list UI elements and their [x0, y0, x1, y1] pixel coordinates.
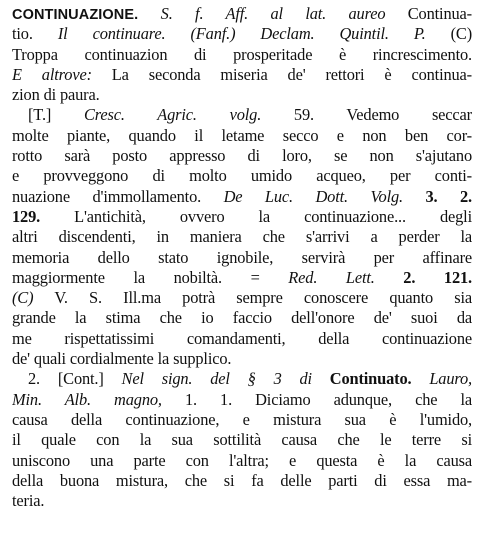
text-segment: Troppa continuazion di prosperitade è rincrescimento. — [12, 44, 472, 64]
entry-line — [12, 187, 472, 207]
entry-line — [12, 268, 472, 288]
text-segment: uniscono una parte con l'altra; e questa è la causa — [12, 450, 472, 470]
entry-line — [12, 430, 472, 450]
text-segment: teria. — [12, 491, 45, 511]
text-segment: molte piante, quando il letame secco e non ben cor- — [12, 125, 472, 145]
entry-line — [12, 390, 472, 410]
text-segment: Continuato. — [311, 369, 412, 389]
entry-line — [12, 491, 472, 511]
text-segment: me rispettatissimi comandamenti, della continuazione — [12, 328, 472, 348]
entry-line — [12, 207, 472, 227]
entry-line — [12, 329, 472, 349]
text-segment: zion di paura. — [12, 85, 100, 105]
text-segment: 129. — [12, 206, 41, 226]
text-segment: tio. — [12, 24, 58, 44]
text-segment: il quale con la sua sottilità causa che le terre si — [12, 430, 472, 450]
text-segment: Lauro, — [411, 369, 472, 389]
entry-line — [12, 349, 472, 369]
text-segment: E altrove: — [12, 64, 92, 84]
text-segment: 2. 121. — [374, 267, 472, 287]
entry-line — [12, 308, 472, 328]
text-segment: 1. 1. Diciamo adunque, che la — [161, 389, 472, 409]
text-segment: Red. Lett. — [288, 267, 375, 287]
text-segment: memoria dello stato ignobile, servirà per affinare — [12, 247, 472, 267]
entry-line — [12, 85, 472, 105]
text-segment: La seconda miseria de' rettori è continua- — [91, 64, 472, 84]
text-segment: S. f. Aff. al lat. aureo — [160, 4, 386, 23]
text-segment: (C) — [425, 24, 472, 44]
text-segment: de' quali cordialmente la supplico. — [12, 349, 232, 369]
text-segment: rotto sarà posto appresso di loro, se non s'ajutano — [12, 146, 472, 166]
entry-line — [12, 45, 472, 65]
text-segment: Continua- — [385, 4, 472, 23]
text-segment: [T.] — [28, 105, 84, 125]
entry-line — [12, 248, 472, 268]
entry-line — [12, 65, 472, 85]
entry-line — [12, 288, 472, 308]
entry-line — [12, 4, 472, 24]
entry-line — [12, 369, 472, 389]
text-segment: della buona mistura, che si fa delle parti di essa ma- — [12, 470, 472, 490]
entry-line — [12, 105, 472, 125]
text-segment: V. S. Ill.ma potrà sempre conoscere quanto sia — [33, 288, 472, 308]
entry-line — [12, 146, 472, 166]
entry-line — [12, 126, 472, 146]
text-segment: 59. Vedemo seccar — [261, 105, 472, 125]
text-segment: Cresc. Agric. volg. — [83, 105, 262, 125]
headword: CONTINUAZIONE. — [12, 7, 139, 23]
entry-line — [12, 227, 472, 247]
text-segment: altri discendenti, in maniera che s'arrivi a perder la — [12, 227, 472, 247]
text-segment: Il continuare. (Fanf.) Declam. Quintil. P. — [57, 24, 426, 44]
text-segment: Min. Alb. magno, — [12, 389, 162, 409]
entry-line — [12, 166, 472, 186]
entry-line — [12, 24, 472, 44]
text-segment: L'antichità, ovvero la continuazione... degli — [40, 206, 472, 226]
text-segment: e provveggono di molto umido acqueo, per conti- — [12, 166, 472, 186]
entry-line — [12, 451, 472, 471]
text-segment: nuazione d'immollamento. — [12, 186, 224, 206]
text-segment: grande la stima che io faccio dell'onore de' suoi da — [12, 308, 472, 328]
entry-line — [12, 471, 472, 491]
text-segment: causa della continuazione, e mistura sua è l'umido, — [12, 409, 472, 429]
text-segment: 3. 2. — [402, 186, 472, 206]
text-segment: 2. [Cont.] — [28, 369, 122, 389]
text-segment: (C) — [12, 288, 34, 308]
dictionary-entry-continuazione — [12, 4, 472, 511]
text-segment — [138, 4, 160, 23]
text-segment: Nel sign. del § 3 di — [121, 369, 312, 389]
text-segment: maggiormente la nobiltà. = — [12, 267, 289, 287]
entry-line — [12, 410, 472, 430]
text-segment: De Luc. Dott. Volg. — [223, 186, 403, 206]
